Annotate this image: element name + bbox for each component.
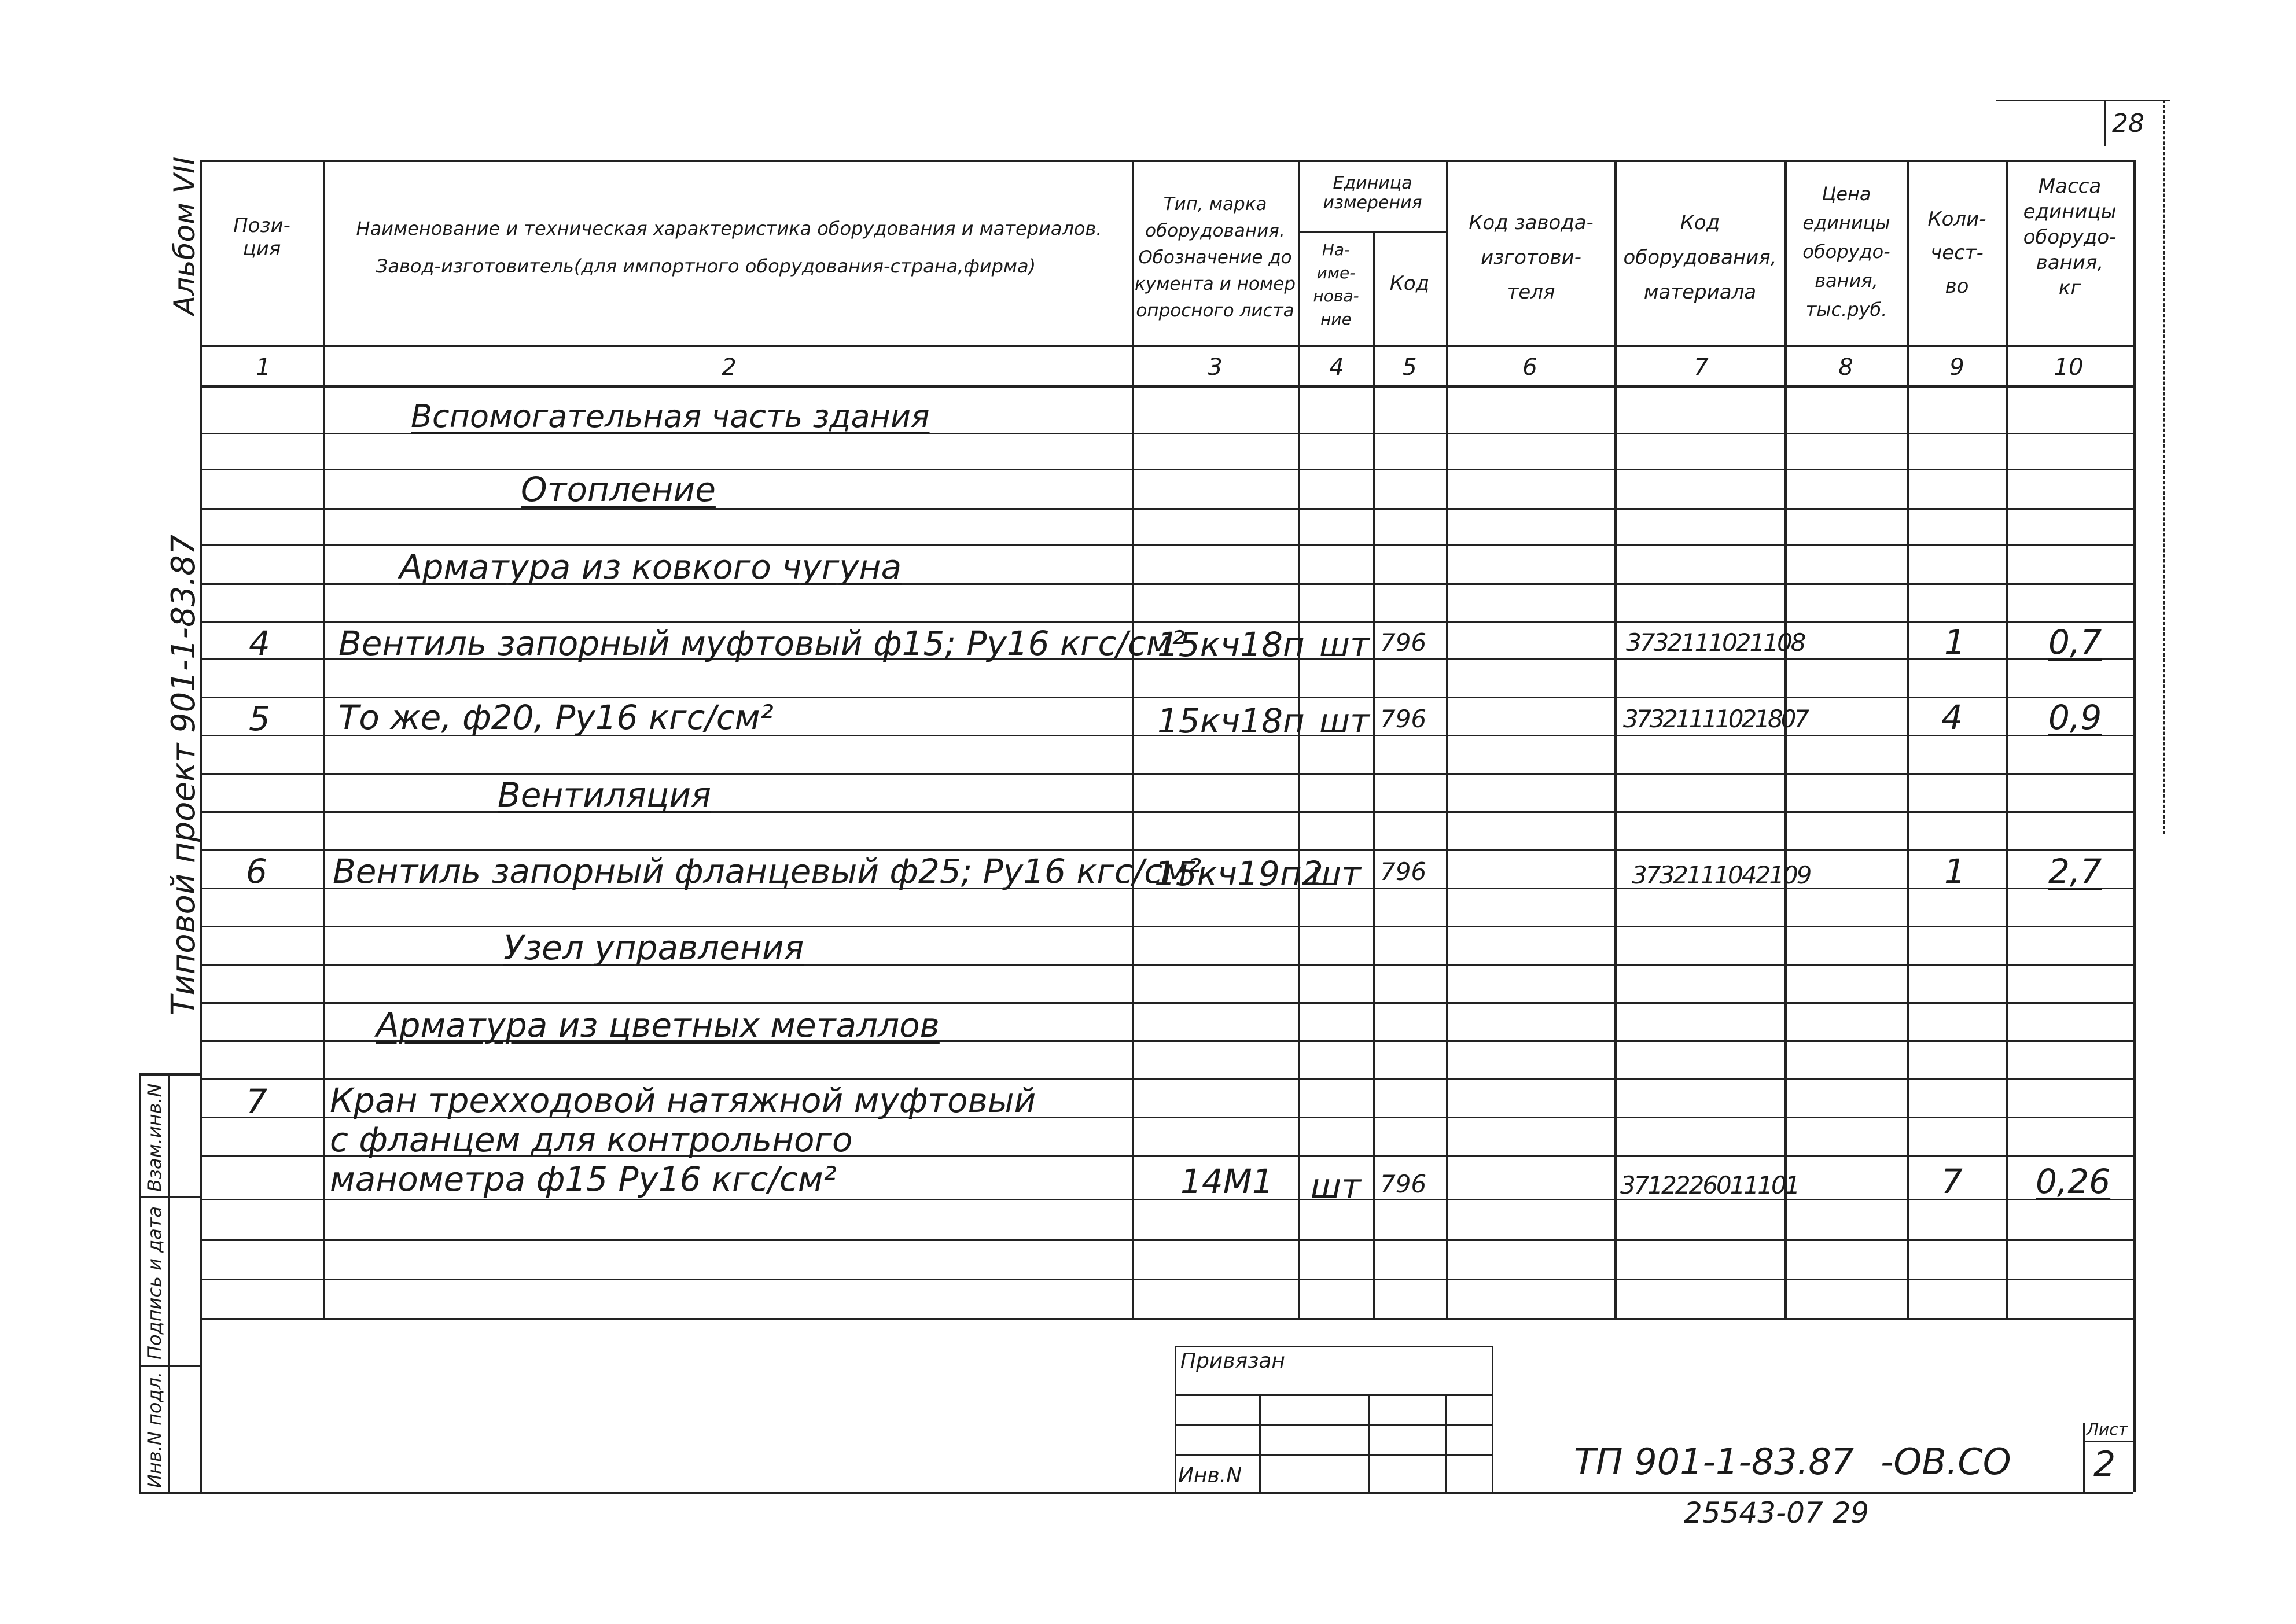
row-name-line1: Кран трехходовой натяжной муфтовый [330, 1081, 1036, 1120]
album-label: Альбом VII [168, 156, 201, 315]
col-number-9: 9 [1949, 354, 1964, 381]
section-title: Вспомогательная часть здания [411, 398, 930, 434]
row-position: 4 [249, 624, 270, 663]
header-price: Цена единицы оборудо- вания, тыс.руб. [1802, 183, 1890, 321]
section-title: Арматура из ковкого чугуна [399, 547, 902, 587]
row-name: То же, ф20, Ру16 кгс/см² [338, 698, 774, 737]
doc-suffix: -ОВ.СО [1881, 1441, 2011, 1483]
header-type: Тип, марка оборудования. Обозначение до кумента и номер опросного листа [1134, 194, 1296, 321]
row-name: Вентиль запорный муфтовый ф15; Ру16 кгс/см² [338, 624, 1185, 663]
header-equipment-code: Код оборудования, материала [1623, 211, 1777, 304]
bottom-code: 25543-07 29 [1684, 1496, 1870, 1530]
header-name-line1: Наименование и техническая характеристика оборудования и материалов. [356, 218, 1102, 240]
row-unit-code: 796 [1380, 628, 1427, 657]
project-vertical-label: Типовой проект 901-1-83.87 [165, 534, 203, 1015]
col-number-8: 8 [1838, 354, 1853, 381]
row-position: 6 [246, 852, 267, 891]
header-unit-group: Единица измерения [1323, 173, 1422, 213]
row-type: 15кч18п [1157, 701, 1305, 741]
header-position: Пози- ция [233, 214, 290, 260]
col-number-6: 6 [1522, 354, 1537, 381]
header-quantity: Коли- чест- во [1927, 208, 1986, 298]
row-quantity: 1 [1944, 623, 1966, 662]
side-label-vzam: Взам.инв.N [144, 1083, 165, 1192]
row-code: 37321111021807 [1623, 705, 1808, 733]
col-number-3: 3 [1208, 354, 1223, 381]
row-type: 15кч18п [1157, 625, 1305, 664]
row-name-line3: манометра ф15 Ру16 кгс/см² [330, 1159, 837, 1199]
row-quantity: 4 [1941, 698, 1963, 737]
page-number: 28 [2112, 109, 2144, 138]
row-type: 15кч19п2 [1154, 854, 1323, 893]
sheet-number: 2 [2093, 1444, 2116, 1485]
side-label-inv: Инв.N подл. [144, 1371, 165, 1488]
stamp-privyazan: Привязан [1180, 1349, 1285, 1373]
row-unit-code: 796 [1380, 705, 1427, 733]
side-label-podpis: Подпись и дата [144, 1206, 165, 1360]
row-type: 14М1 [1180, 1162, 1274, 1201]
col-number-4: 4 [1329, 354, 1344, 381]
row-position: 5 [249, 699, 270, 738]
row-unit: шт [1311, 854, 1361, 893]
header-unit-name: На- име- нова- ние [1313, 240, 1359, 329]
row-name-line2: с фланцем для контрольного [330, 1120, 853, 1159]
row-mass: 0,7 [2048, 623, 2102, 662]
header-name-line2: Завод-изготовитель(для импортного оборудования-страна,фирма) [376, 255, 1036, 277]
row-unit: шт [1319, 625, 1370, 664]
row-unit: шт [1319, 701, 1370, 741]
stamp-inv: Инв.N [1178, 1464, 1242, 1487]
col-number-1: 1 [256, 354, 271, 381]
row-code: 3712226011101 [1620, 1171, 1799, 1199]
row-mass: 0,9 [2048, 698, 2102, 737]
row-unit-code: 796 [1380, 857, 1427, 886]
row-code: 3732111021108 [1626, 628, 1805, 657]
header-mass: Масса единицы оборудо- вания, кг [2023, 175, 2117, 300]
col-number-5: 5 [1402, 354, 1417, 381]
row-unit: шт [1311, 1166, 1361, 1206]
doc-code: ТП 901-1-83.87 [1574, 1441, 1855, 1483]
header-factory-code: Код завода- изготови- теля [1469, 211, 1594, 304]
row-code: 3732111042109 [1632, 861, 1811, 889]
section-title: Отопление [521, 470, 716, 509]
section-title: Узел управления [503, 928, 804, 967]
row-quantity: 7 [1941, 1162, 1963, 1201]
sheet-label: Лист [2087, 1420, 2128, 1439]
row-mass: 0,26 [2036, 1162, 2111, 1201]
section-title: Вентиляция [498, 775, 711, 815]
col-number-10: 10 [2054, 354, 2084, 381]
col-number-7: 7 [1694, 354, 1709, 381]
header-unit-code: Код [1389, 272, 1430, 295]
col-number-2: 2 [722, 354, 737, 381]
row-mass: 2,7 [2048, 852, 2102, 891]
row-quantity: 1 [1944, 852, 1966, 891]
row-name: Вентиль запорный фланцевый ф25; Ру16 кгс/см² [333, 852, 1202, 891]
row-position: 7 [246, 1082, 267, 1121]
section-title: Арматура из цветных металлов [376, 1006, 940, 1045]
row-unit-code: 796 [1380, 1170, 1427, 1198]
